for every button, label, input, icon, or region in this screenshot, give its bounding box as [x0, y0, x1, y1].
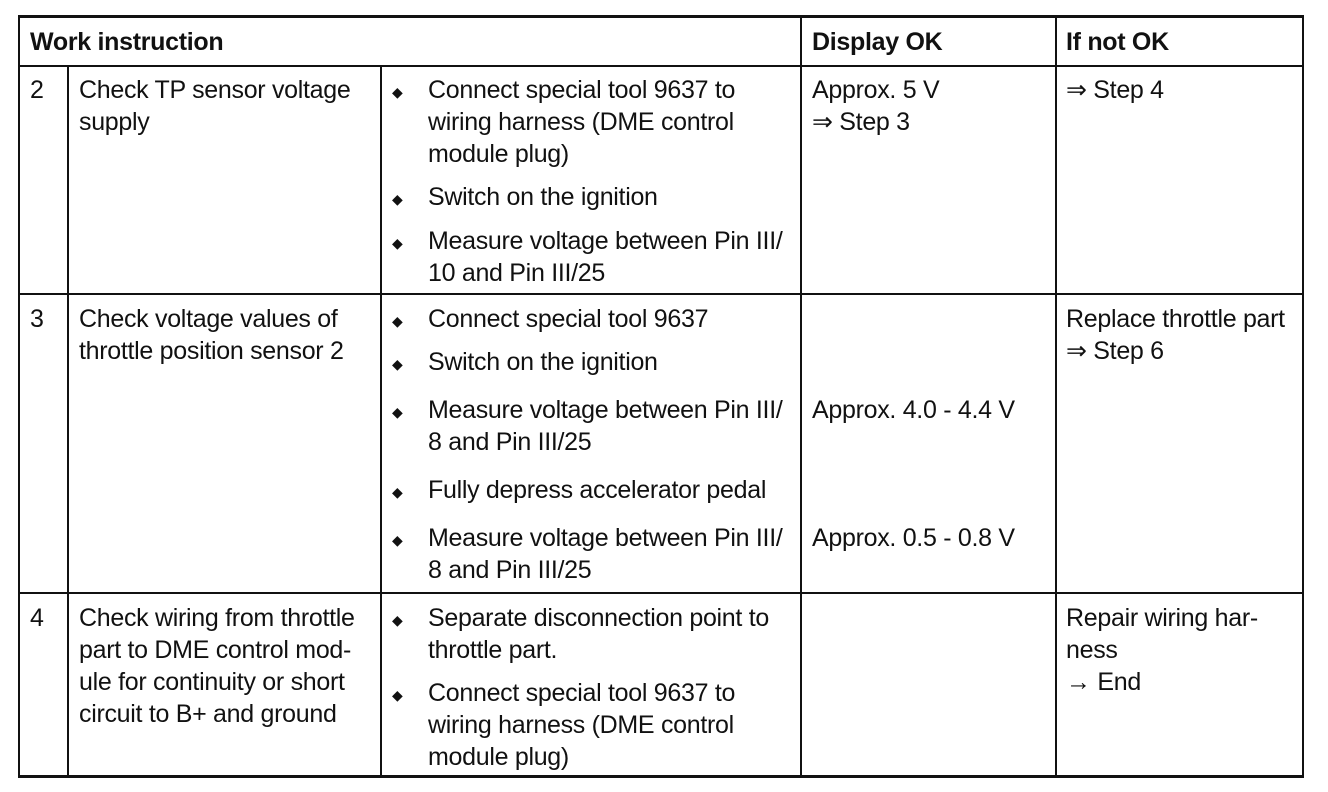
column-divider [800, 18, 802, 775]
column-divider [1055, 18, 1057, 775]
column-divider [380, 65, 382, 775]
bullet-icon: ◆ [392, 191, 403, 207]
display-ok-value: Approx. 4.0 - 4.4 V [812, 396, 1015, 424]
instruction-item: Switch on the ignition [428, 183, 658, 211]
instruction-item: Measure voltage between Pin III/ 8 and Pin III/25 [428, 524, 783, 584]
header-display-ok: Display OK [812, 28, 943, 56]
step-number: 3 [30, 305, 44, 333]
display-ok-value: Approx. 5 V ⇒ Step 3 [812, 76, 940, 136]
row-divider [20, 592, 1302, 594]
check-description: Check voltage values of throttle position sensor 2 [79, 305, 344, 365]
bullet-icon: ◆ [392, 356, 403, 372]
instruction-item: Fully depress accelerator pedal [428, 476, 767, 504]
bullet-icon: ◆ [392, 612, 403, 628]
instruction-item: Separate disconnection point to throttle part. [428, 604, 769, 664]
check-description: Check TP sensor voltage supply [79, 76, 351, 136]
instruction-item: Connect special tool 9637 to wiring harness (DME control module plug) [428, 76, 736, 168]
if-not-ok-value: ⇒ Step 4 [1066, 76, 1164, 104]
instruction-item: Measure voltage between Pin III/ 10 and Pin III/25 [428, 227, 783, 287]
column-divider [67, 65, 69, 775]
bullet-icon: ◆ [392, 84, 403, 100]
if-not-ok-value: Replace throttle part ⇒ Step 6 [1066, 305, 1285, 365]
check-description: Check wiring from throttle part to DME control mod- ule for continuity or short circuit to B+ and ground [79, 604, 355, 728]
step-number: 4 [30, 604, 44, 632]
bullet-icon: ◆ [392, 532, 403, 548]
instruction-item: Connect special tool 9637 [428, 305, 709, 333]
bullet-icon: ◆ [392, 687, 403, 703]
bullet-icon: ◆ [392, 235, 403, 251]
header-if-not-ok: If not OK [1066, 28, 1169, 56]
step-number: 2 [30, 76, 44, 104]
display-ok-value: Approx. 0.5 - 0.8 V [812, 524, 1015, 552]
if-not-ok-value: Repair wiring har- ness → End [1066, 604, 1258, 696]
header-divider [20, 65, 1302, 67]
instruction-item: Connect special tool 9637 to wiring harness (DME control module plug) [428, 679, 736, 771]
header-work-instruction: Work instruction [30, 28, 224, 56]
work-instruction-table [18, 15, 1304, 778]
bullet-icon: ◆ [392, 313, 403, 329]
bullet-icon: ◆ [392, 404, 403, 420]
bullet-icon: ◆ [392, 484, 403, 500]
instruction-item: Switch on the ignition [428, 348, 658, 376]
row-divider [20, 293, 1302, 295]
instruction-item: Measure voltage between Pin III/ 8 and Pin III/25 [428, 396, 783, 456]
